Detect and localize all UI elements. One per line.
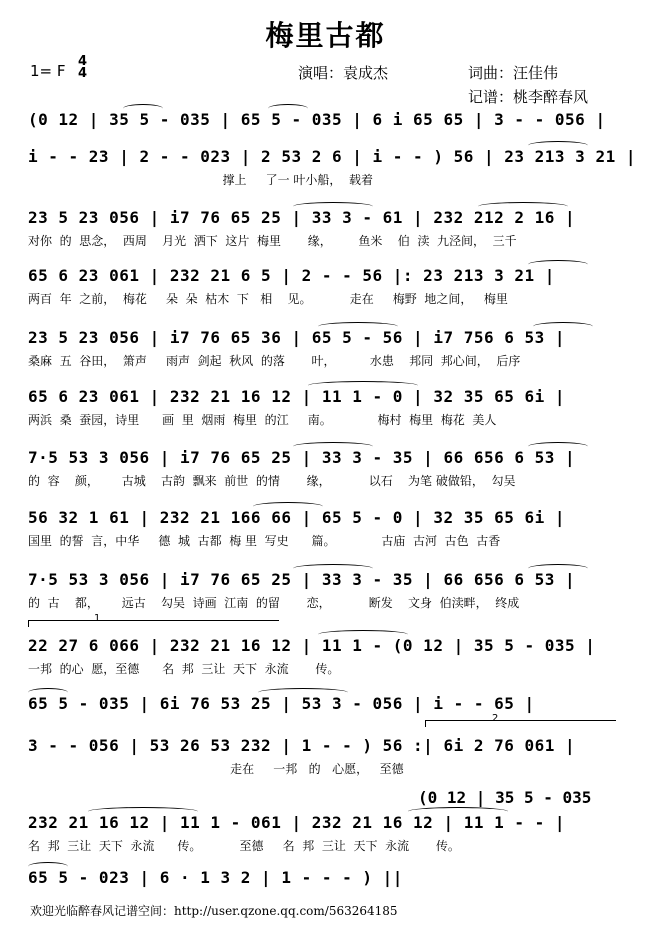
notation-line: 65 6 23 061 | 232 21 16 12 | 11 1 - 0 | 32 35 65 6i | xyxy=(28,387,566,406)
notation-line: i - - 23 | 2 - - 023 | 2 53 2 6 | i - - ) 56 | 23 213 3 21 | xyxy=(28,147,636,166)
composer-credit: 词曲：汪佳伟 xyxy=(468,64,559,82)
lyrics-line: 撑上 了一 叶小船， 载着 xyxy=(28,173,374,187)
time-signature-bottom: 4 xyxy=(78,66,88,81)
notation-line: 232 21 16 12 | 11 1 - 061 | 232 21 16 12 | 11 1 - - | xyxy=(28,813,566,832)
notation-line: 22 27 6 066 | 232 21 16 12 | 11 1 - (0 12 | 35 5 - 035 | xyxy=(28,636,596,655)
footer-credit: 欢迎光临醉春风记谱空间：http://user.qzone.qq.com/563264185 xyxy=(30,904,398,918)
notation-line: (0 12 | 35 5 - 035 | 65 5 - 035 | 6 i 65 65 | 3 - - 056 | xyxy=(28,110,606,129)
first-ending-bracket xyxy=(28,620,279,627)
time-signature-top: 4 xyxy=(78,54,88,69)
song-title: 梅里古都 xyxy=(265,19,386,52)
lyrics-line: 的 容 颜， 古城 古韵 飘来 前世 的情 缘， 以石 为笔 破做铅， 勾吴 xyxy=(28,474,516,488)
lyrics-line: 走在 一邦 的 心愿， 至德 xyxy=(28,762,404,776)
notation-line: 7·5 53 3 056 | i7 76 65 25 | 33 3 - 35 | 66 656 6 53 | xyxy=(28,448,576,467)
notation-line: 23 5 23 056 | i7 76 65 25 | 33 3 - 61 | 232 212 2 16 | xyxy=(28,208,576,227)
transcriber-credit: 记谱：桃李醉春风 xyxy=(468,88,589,106)
second-ending-bracket xyxy=(425,720,616,727)
notation-line: 7·5 53 3 056 | i7 76 65 25 | 33 3 - 35 | 66 656 6 53 | xyxy=(28,570,576,589)
lyrics-line: 对你 的 思念， 西周 月光 洒下 这片 梅里 缘， 鱼米 伯 渎 九泾间， 三千 xyxy=(28,234,517,248)
key-signature: 1= F xyxy=(30,62,66,80)
lyrics-line: 国里 的誓 言，中华 德 城 古都 梅 里 写史 篇。 古庙 古河 古色 古香 xyxy=(28,534,501,548)
notation-line: 56 32 1 61 | 232 21 166 66 | 65 5 - 0 | 32 35 65 6i | xyxy=(28,508,566,527)
lyrics-line: 两百 年 之前， 梅花 朵 朵 枯木 下 相 见。 走在 梅野 地之间， 梅里 xyxy=(28,292,508,306)
first-ending-label: 1 xyxy=(94,613,101,624)
notation-line: 65 6 23 061 | 232 21 6 5 | 2 - - 56 |: 23 213 3 21 | xyxy=(28,266,555,285)
notation-line: 3 - - 056 | 53 26 53 232 | 1 - - ) 56 :| 6i 2 76 061 | xyxy=(28,736,576,755)
notation-line: 23 5 23 056 | i7 76 65 36 | 65 5 - 56 | i7 756 6 53 | xyxy=(28,328,566,347)
notation-line: 65 5 - 023 | 6 · 1 3 2 | 1 - - - ) || xyxy=(28,868,403,887)
lyrics-line: 的 古 都， 远古 勾吴 诗画 江南 的留 恋， 断发 文身 伯渎畔， 终成 xyxy=(28,596,520,610)
repeat-intro-overlay: (0 12 | 35 5 - 035 xyxy=(418,788,592,807)
time-signature xyxy=(78,56,87,80)
lyrics-line: 两浜 桑 蚕园，诗里 画 里 烟雨 梅里 的江 南。 梅村 梅里 梅花 美人 xyxy=(28,413,497,427)
lyrics-line: 名 邦 三让 天下 永流 传。 至德 名 邦 三让 天下 永流 传。 xyxy=(28,839,460,853)
singer-credit: 演唱：袁成杰 xyxy=(298,64,389,82)
lyrics-line: 桑麻 五 谷田， 箫声 雨声 剑起 秋风 的落 叶， 水患 邦同 邦心间， 后序 xyxy=(28,354,521,368)
lyrics-line: 一邦 的心 愿，至德 名 邦 三让 天下 永流 传。 xyxy=(28,662,340,676)
second-ending-label: 2 xyxy=(492,713,499,724)
notation-line: 65 5 - 035 | 6i 76 53 25 | 53 3 - 056 | i - - 65 | xyxy=(28,694,535,713)
